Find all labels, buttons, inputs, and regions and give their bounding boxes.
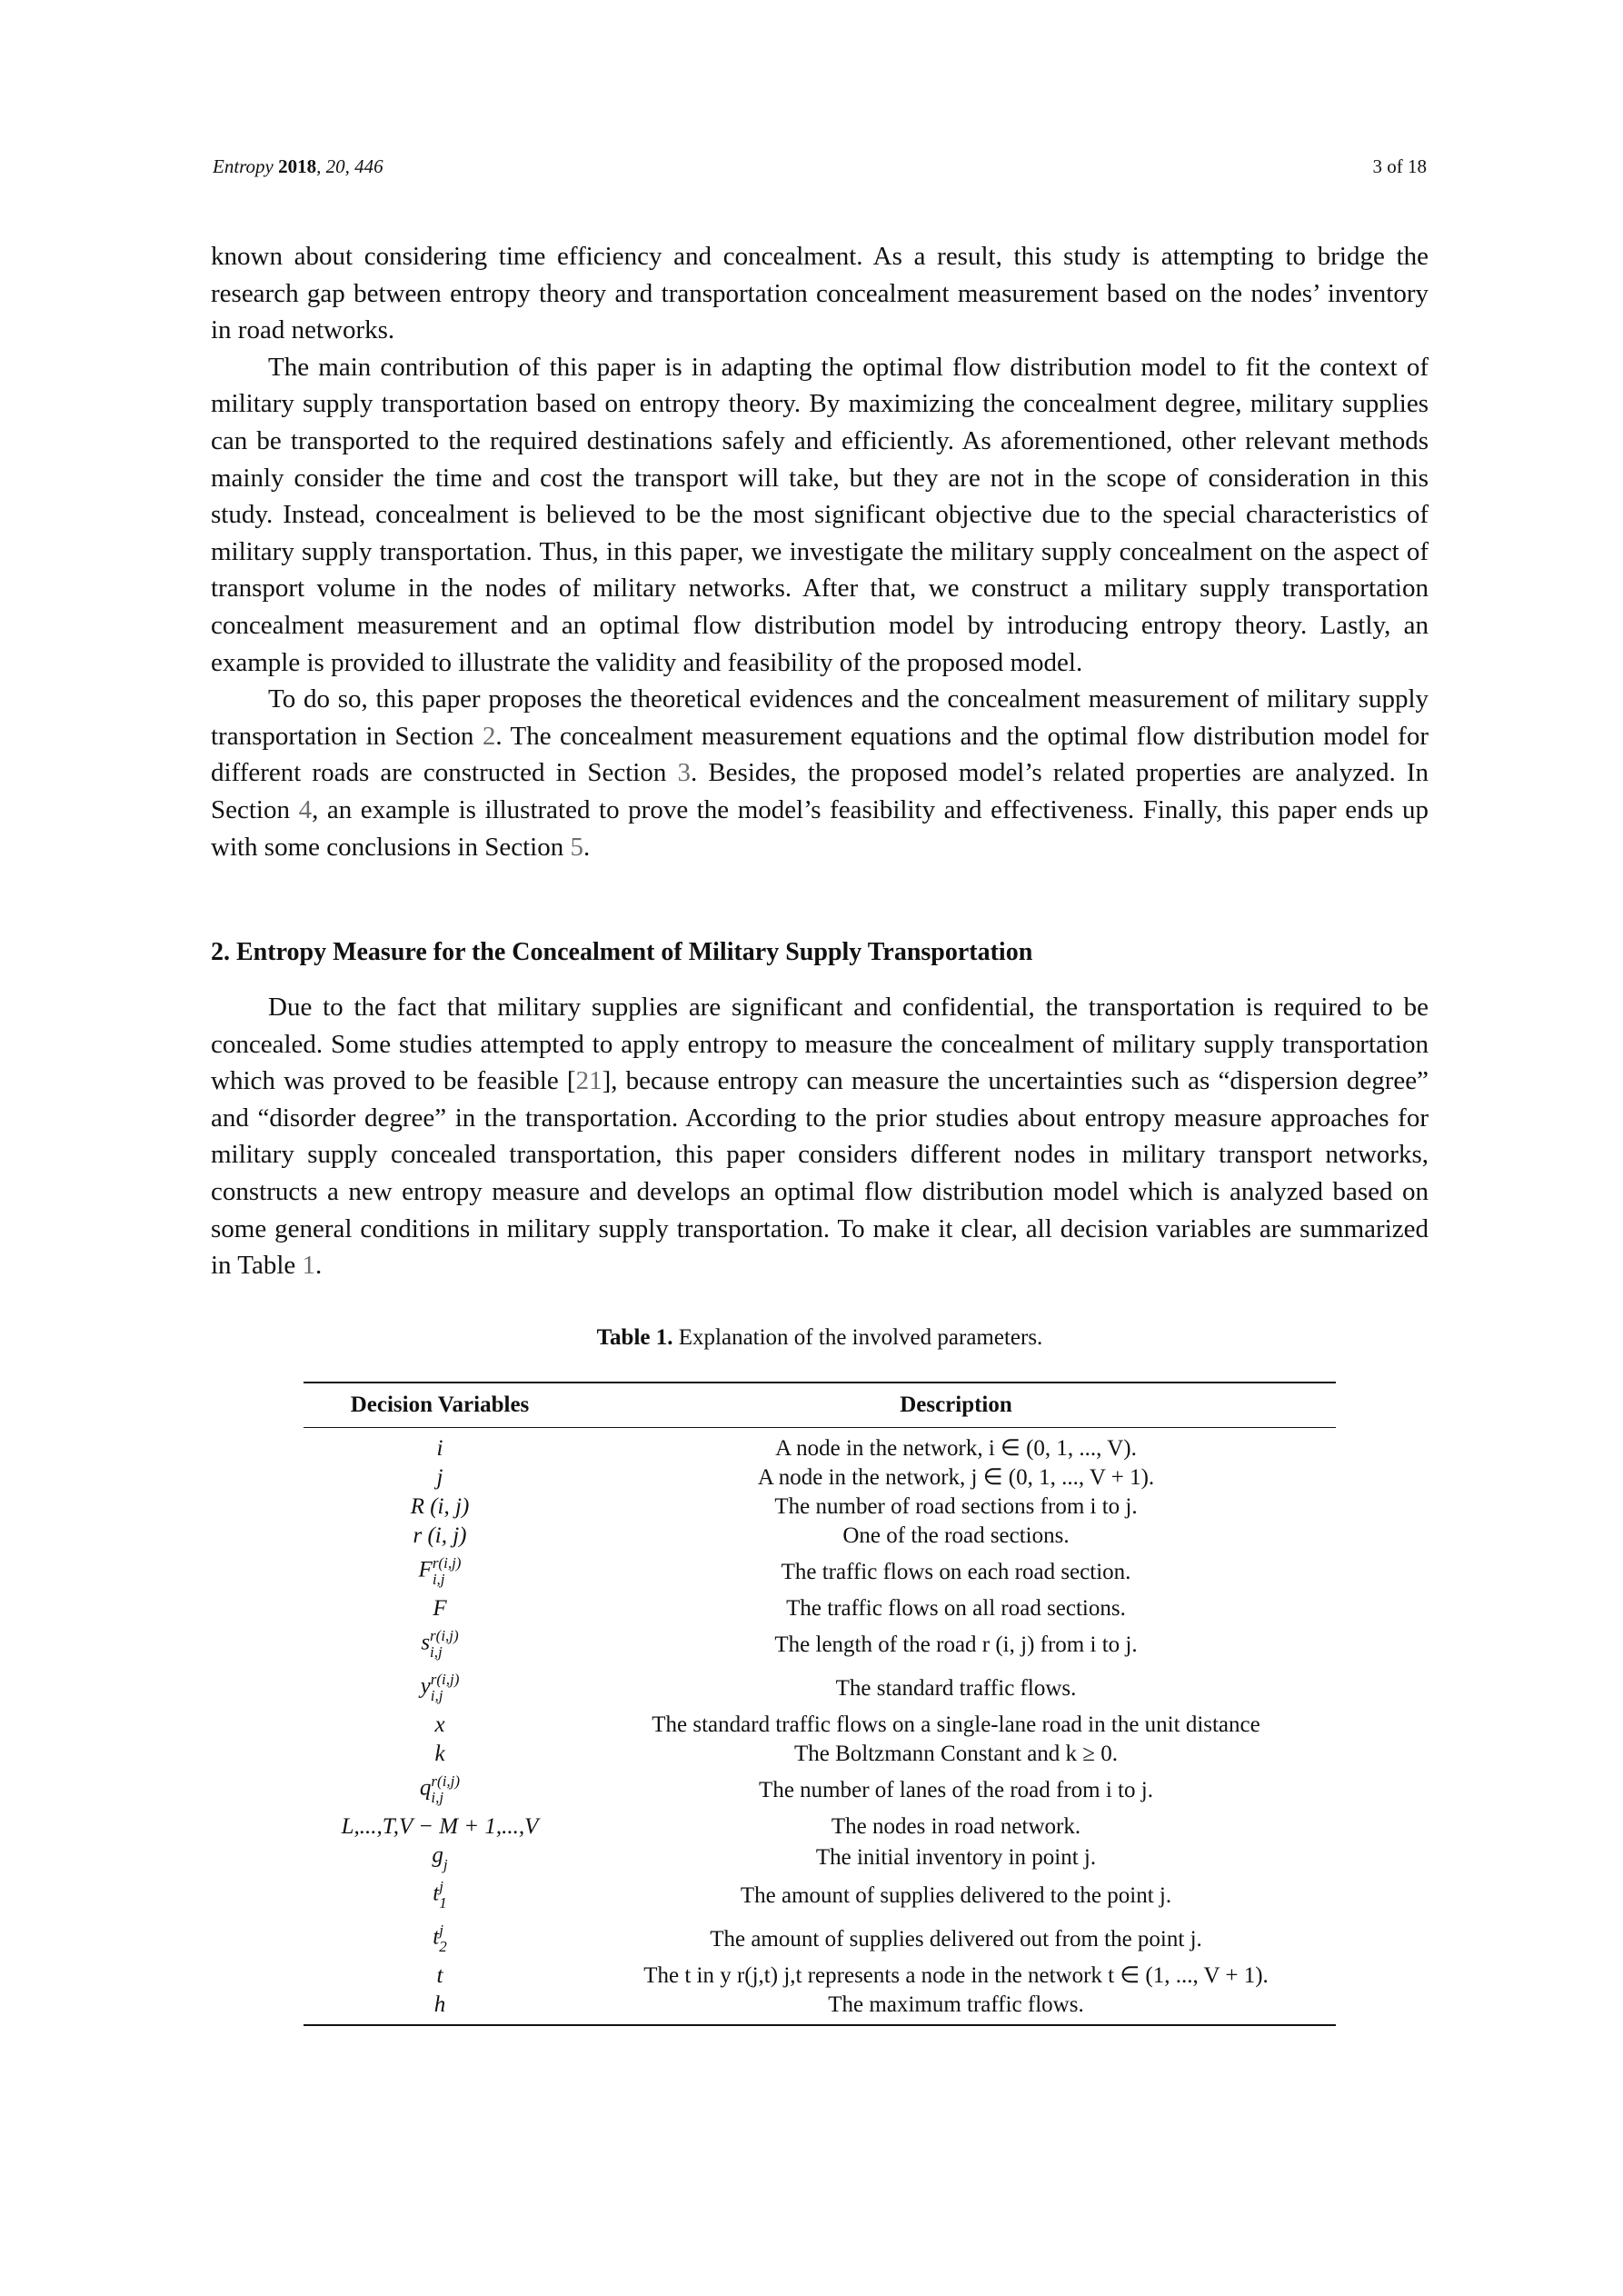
- table-row: [304, 1550, 1336, 1593]
- section-heading: 2. Entropy Measure for the Concealment of Military Supply Transportation: [211, 938, 1033, 966]
- description-cell: The amount of supplies delivered to the point j.: [740, 1882, 1172, 1908]
- variable-symbol: h: [433, 1992, 446, 2017]
- variable-subscript: i,j: [430, 1643, 443, 1661]
- variable-subscript: 2: [439, 1938, 447, 1955]
- variable-cell: [304, 1768, 576, 1812]
- page-number: 3 of 18: [1372, 155, 1427, 177]
- description-cell: The maximum traffic flows.: [576, 1990, 1336, 2025]
- description-cell: The initial inventory in point j.: [815, 1844, 1097, 1870]
- text-span: .: [583, 832, 591, 862]
- variable-cell: [304, 1462, 576, 1492]
- section-2-text: [211, 989, 1429, 1284]
- table-row: [304, 1990, 1336, 2025]
- table-row: [304, 1593, 1336, 1622]
- table-row: [304, 1739, 1336, 1768]
- text-span: . Besides, the proposed model’s related properties are analyzed. In Section: [211, 758, 1429, 824]
- table-row: [304, 1917, 1336, 1961]
- description-cell: The standard traffic flows.: [835, 1675, 1077, 1701]
- table-caption: [213, 1323, 1427, 1353]
- description-cell: A node in the network, j ∈ (0, 1, ..., V + 1).: [757, 1464, 1155, 1490]
- table-caption-label: Table 1.: [596, 1325, 673, 1350]
- text-span: .: [315, 1251, 323, 1281]
- variable-symbol: x: [434, 1712, 445, 1737]
- table-row: [304, 1710, 1336, 1739]
- table-row: [304, 1841, 1336, 1873]
- variable-cell: [304, 1710, 576, 1739]
- table-row: [304, 1492, 1336, 1521]
- description-cell: The traffic flows on each road section.: [781, 1559, 1131, 1584]
- journal-name: Entropy: [213, 155, 274, 177]
- parameters-table: [304, 1382, 1336, 2026]
- section-ref-link[interactable]: 4: [298, 794, 313, 824]
- table-row: [304, 1622, 1336, 1666]
- variable-indices: [430, 1628, 459, 1661]
- table-row: [304, 1666, 1336, 1710]
- variable-cell: [304, 1593, 576, 1622]
- description-cell: The traffic flows on all road sections.: [786, 1595, 1126, 1621]
- text-span: , an example is illustrated to prove the model’s feasibility and effectiveness. Finally, this paper ends up with some conclusions in Section: [211, 794, 1429, 862]
- variable-cell: [304, 1622, 576, 1666]
- column-header: Description: [576, 1383, 1336, 1428]
- variable-superscript: j: [439, 1878, 443, 1895]
- intro-text: [211, 238, 1429, 865]
- paragraph-intro-1: known about considering time efficiency and concealment. As a result, this study is attempting to bridge the research gap between entropy theory and transportation concealment measurement based on the nodes’ inventory in road networks.: [211, 242, 1429, 345]
- variable-symbol: y: [420, 1673, 431, 1699]
- variable-superscript: r(i,j): [430, 1627, 459, 1644]
- description-cell: The t in y r(j,t) j,t represents a node in the network t ∈ (1, ..., V + 1).: [643, 1962, 1269, 1988]
- variable-subscript: 1: [439, 1894, 447, 1912]
- text-span: ], because entropy can measure the uncertainties such as “dispersion degree” and “disorder degree” in the transportation. According to the prior studies about entropy measure approaches for military supply concealed transportation, this paper considers different nodes in military transport networks, constructs a new entropy measure and develops an optimal flow distribution model which is analyzed based on some general conditions in military supply transportation. To make it clear, all decision variables are summarized in Table: [211, 1066, 1429, 1281]
- variable-cell: [304, 1739, 576, 1768]
- table-row: [304, 1961, 1336, 1990]
- section-ref-link[interactable]: 2: [482, 721, 496, 751]
- table-caption-text: Explanation of the involved parameters.: [672, 1325, 1043, 1350]
- variable-symbol: t: [433, 1924, 440, 1950]
- variable-cell: [304, 1917, 576, 1961]
- variable-superscript: r(i,j): [431, 1772, 461, 1790]
- running-header: [213, 153, 1427, 180]
- text-span: . The concealment measurement equations and the optimal flow distribution model for different roads are constructed in Section: [211, 721, 1429, 788]
- variable-symbol: t: [433, 1881, 440, 1906]
- variable-superscript: [443, 1841, 448, 1857]
- description-cell: A node in the network, i ∈ (0, 1, ..., V).: [775, 1435, 1137, 1461]
- variable-indices: [439, 1879, 447, 1912]
- variable-indices: [439, 1922, 447, 1955]
- table-row: [304, 1521, 1336, 1550]
- text-span: To do so, this paper proposes the theoretical evidences and the concealment measurement of military supply transportation in Section: [211, 684, 1429, 751]
- paragraph-intro-2: The main contribution of this paper is in adapting the optimal flow distribution model to fit the context of military supply transportation based on entropy theory. By maximizing the concealment degree, military supplies can be transported to the required destinations safely and efficiently. As aforementioned, other relevant methods mainly consider the time and cost the transport will take, but they are not in the scope of consideration in this study. Instead, concealment is believed to be the most significant objective due to the special characteristics of military supply transportation. Thus, in this paper, we investigate the military supply concealment on the aspect of transport volume in the nodes of military networks. After that, we construct a military supply transportation concealment measurement and an optimal flow distribution model by introducing entropy theory. Lastly, an example is provided to illustrate the validity and feasibility of the proposed model.: [211, 352, 1429, 677]
- variable-symbol: F: [433, 1595, 447, 1621]
- variable-symbol: r (i, j): [413, 1522, 467, 1548]
- description-cell: The Boltzmann Constant and k ≥ 0.: [793, 1741, 1119, 1766]
- variable-symbol: s: [421, 1630, 431, 1655]
- variable-indices: [431, 1672, 460, 1704]
- variable-superscript: j: [439, 1922, 443, 1939]
- variable-cell: [304, 1990, 576, 2025]
- description-cell: The nodes in road network.: [831, 1813, 1081, 1839]
- variable-indices: [433, 1555, 462, 1588]
- variable-superscript: r(i,j): [432, 1554, 462, 1572]
- section-ref-link[interactable]: 5: [570, 832, 583, 862]
- variable-symbol: q: [419, 1775, 432, 1801]
- variable-symbol: j: [436, 1464, 443, 1490]
- table-row: [304, 1768, 1336, 1812]
- description-cell: The amount of supplies delivered out from the point j.: [710, 1926, 1202, 1952]
- column-header: Decision Variables: [304, 1383, 576, 1428]
- variable-subscript: i,j: [432, 1571, 445, 1588]
- variable-symbol: i: [436, 1435, 443, 1461]
- journal-volume: , 20, 446: [316, 155, 383, 177]
- variable-indices: [431, 1773, 460, 1806]
- description-cell: One of the road sections.: [842, 1522, 1070, 1548]
- table-row: [304, 1462, 1336, 1492]
- description-cell: The number of lanes of the road from i to j.: [759, 1777, 1153, 1802]
- table-row: [304, 1812, 1336, 1841]
- variable-cell: [304, 1841, 576, 1873]
- variable-symbol: k: [434, 1741, 445, 1766]
- variable-cell: [304, 1873, 576, 1917]
- description-cell: The length of the road r (i, j) from i to j.: [774, 1632, 1138, 1657]
- variable-subscript: i,j: [431, 1789, 444, 1806]
- variable-indices: [443, 1841, 448, 1873]
- table-row: [304, 1873, 1336, 1917]
- variable-cell: [304, 1492, 576, 1521]
- description-cell: The standard traffic flows on a single-lane road in the unit distance: [652, 1712, 1260, 1737]
- variable-subscript: i,j: [430, 1687, 443, 1704]
- variable-cell: [304, 1961, 576, 1990]
- paragraph-section-2: [211, 989, 1429, 1284]
- table-header-row: [304, 1383, 1336, 1428]
- table-row: [304, 1428, 1336, 1463]
- variable-symbol: g: [432, 1842, 443, 1868]
- variable-cell: [304, 1812, 576, 1841]
- variable-cell: [304, 1428, 576, 1463]
- citation-link[interactable]: 21: [575, 1066, 602, 1096]
- paragraph-intro-3: [211, 681, 1429, 865]
- description-cell: The number of road sections from i to j.: [774, 1493, 1138, 1519]
- table-body: [304, 1428, 1336, 2026]
- variable-cell: [304, 1550, 576, 1593]
- variable-cell: [304, 1666, 576, 1710]
- variable-symbol: L,...,T,V − M + 1,...,V: [341, 1813, 539, 1839]
- variable-symbol: F: [418, 1557, 433, 1582]
- table-1: [304, 1382, 1336, 2026]
- variable-symbol: R (i, j): [410, 1493, 470, 1519]
- journal-year: 2018: [278, 155, 317, 177]
- section-ref-link[interactable]: 3: [677, 758, 691, 788]
- variable-superscript: r(i,j): [430, 1671, 460, 1688]
- variable-cell: [304, 1521, 576, 1550]
- variable-symbol: t: [436, 1962, 443, 1988]
- text-span: Due to the fact that military supplies are significant and confidential, the transportation is required to be concealed. Some studies attempted to apply entropy to measure the concealment of military supply transportation which was proved to be feasible [: [211, 993, 1429, 1096]
- variable-subscript: j: [443, 1856, 448, 1873]
- table-ref-link[interactable]: 1: [302, 1251, 316, 1281]
